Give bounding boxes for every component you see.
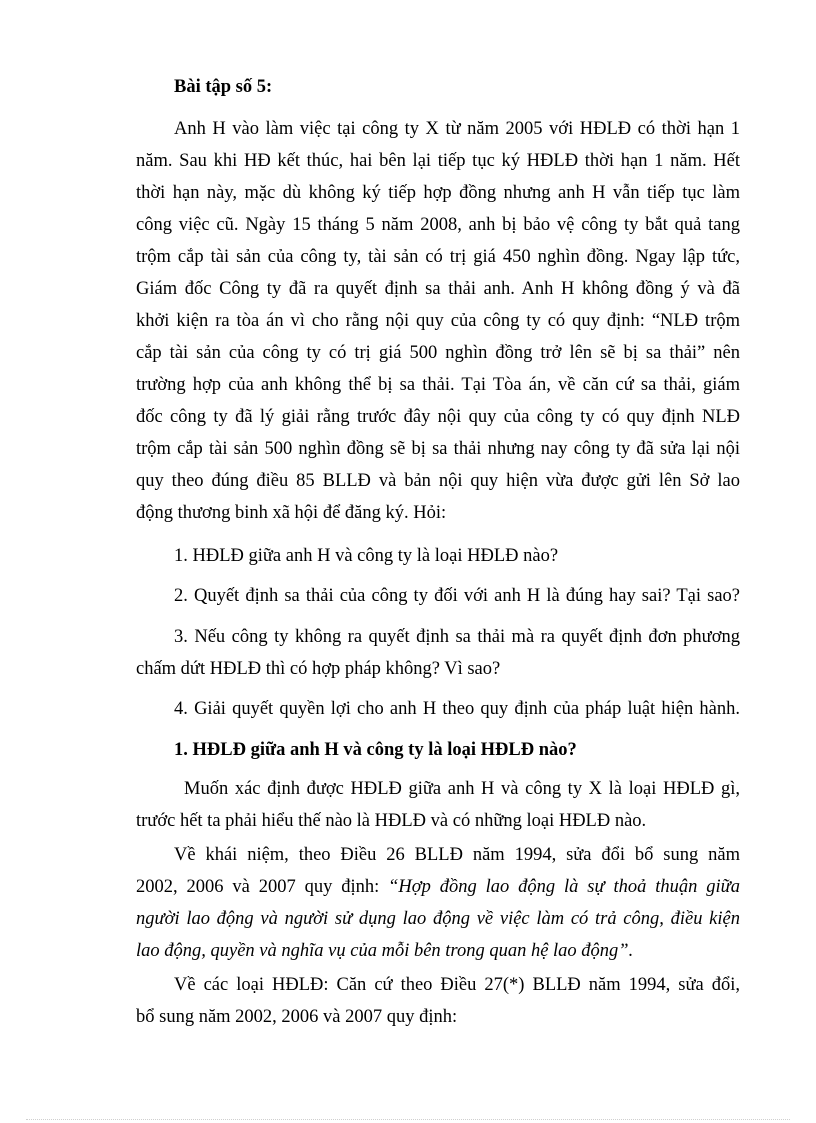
problem-line: trường hợp của anh không thể bị sa thải. Tại Tòa án, về căn cứ sa thải, giám <box>136 375 740 395</box>
question-4: 4. Giải quyết quyền lợi cho anh H theo quy định của pháp luật hiện hành. <box>174 699 740 719</box>
problem-line: quy theo đúng điều 85 BLLĐ và bản nội quy hiện vừa được gửi lên Sở lao <box>136 471 740 491</box>
question-3: chấm dứt HĐLĐ thì có hợp pháp không? Vì sao? <box>136 659 501 679</box>
concept-quote-line: người lao động và người sử dụng lao động về việc làm có trả công, điều kiện <box>136 909 740 929</box>
problem-line: Giám đốc Công ty đã ra quyết định sa thải anh. Anh H không đồng ý và đã <box>136 279 740 299</box>
answer-intro-line: trước hết ta phải hiểu thế nào là HĐLĐ và có những loại HĐLĐ nào. <box>136 811 647 831</box>
problem-line: khởi kiện ra tòa án vì cho rằng nội quy của công ty có quy định: “NLĐ trộm <box>136 311 740 331</box>
types-line: bổ sung năm 2002, 2006 và 2007 quy định: <box>136 1007 458 1027</box>
problem-line: năm. Sau khi HĐ kết thúc, hai bên lại tiếp tục ký HĐLĐ thời hạn 1 năm. Hết <box>136 151 740 171</box>
problem-line: động thương binh xã hội để đăng ký. Hỏi: <box>136 503 447 523</box>
concept-quote-line: lao động, quyền và nghĩa vụ của mỗi bên trong quan hệ lao động”. <box>136 941 634 961</box>
problem-line: Anh H vào làm việc tại công ty X từ năm 2005 với HĐLĐ có thời hạn 1 <box>174 119 740 139</box>
problem-line: công việc cũ. Ngày 15 tháng 5 năm 2008, anh bị bảo vệ công ty bắt quả tang <box>136 215 740 235</box>
question-1: 1. HĐLĐ giữa anh H và công ty là loại HĐLĐ nào? <box>174 546 559 566</box>
question-2: 2. Quyết định sa thải của công ty đối với anh H là đúng hay sai? Tại sao? <box>174 586 740 606</box>
problem-line: đốc công ty đã lý giải rằng trước đây nội quy của công ty có quy định NLĐ <box>136 407 740 427</box>
exercise-heading: Bài tập số 5: <box>174 77 273 97</box>
concept-line <box>136 876 740 898</box>
answer-heading: 1. HĐLĐ giữa anh H và công ty là loại HĐLĐ nào? <box>174 740 577 760</box>
question-3: 3. Nếu công ty không ra quyết định sa thải mà ra quyết định đơn phương <box>174 627 740 647</box>
concept-line-text: 2002, 2006 và 2007 quy định: <box>136 877 389 897</box>
concept-quote: “Hợp đồng lao động là sự thoả thuận giữa <box>388 877 740 897</box>
page-bottom-rule <box>26 1119 790 1120</box>
concept-line: Về khái niệm, theo Điều 26 BLLĐ năm 1994, sửa đổi bổ sung năm <box>174 845 740 865</box>
problem-line: thời hạn này, mặc dù không ký tiếp hợp đồng nhưng anh H vẫn tiếp tục làm <box>136 183 740 203</box>
problem-line: cắp tài sản của công ty có trị giá 500 nghìn đồng trở lên sẽ bị sa thải” nên <box>136 343 740 363</box>
answer-intro-line: Muốn xác định được HĐLĐ giữa anh H và công ty X là loại HĐLĐ gì, <box>184 779 740 799</box>
problem-line: trộm cắp tài sản 500 nghìn đồng sẽ bị sa thải nhưng nay công ty đã sửa lại nội <box>136 439 740 459</box>
problem-line: trộm cắp tài sản của công ty, tài sản có trị giá 450 nghìn đồng. Ngay lập tức, <box>136 247 740 267</box>
types-line: Về các loại HĐLĐ: Căn cứ theo Điều 27(*) BLLĐ năm 1994, sửa đổi, <box>174 975 740 995</box>
